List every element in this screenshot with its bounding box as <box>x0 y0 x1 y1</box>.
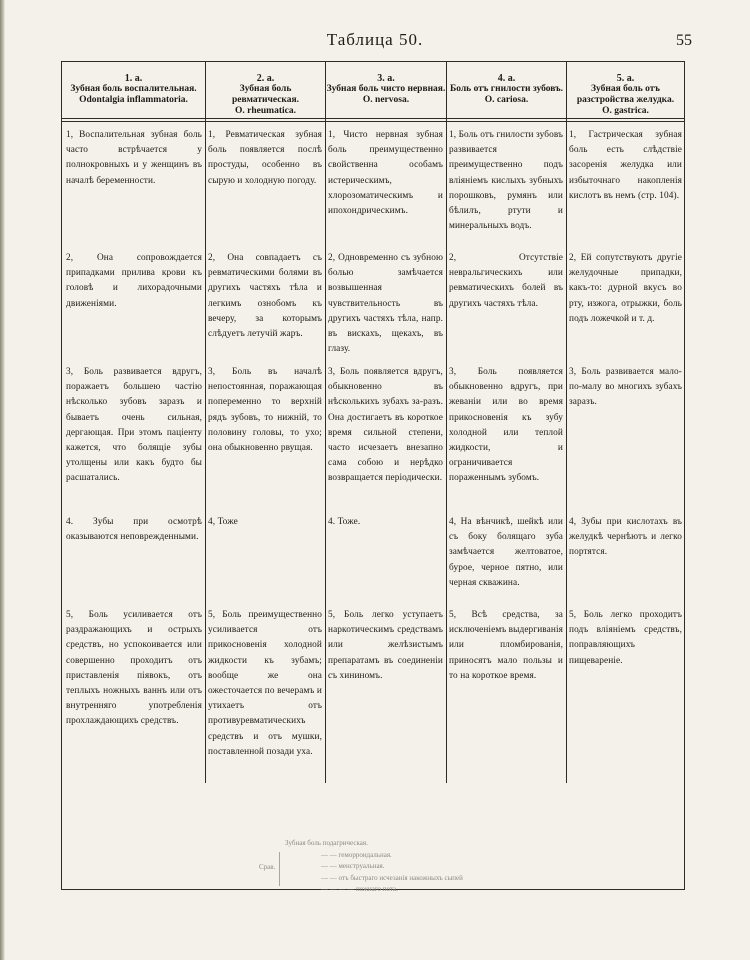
column-separator <box>205 61 206 783</box>
table-cell: 1, Ревматическая зубная боль появляется послѣ простуды, особенно въ сырую и холодную погоду. <box>208 130 322 186</box>
column-header-1 <box>62 73 205 106</box>
column-number: 1. а. <box>124 73 143 84</box>
column-header-2 <box>206 73 325 117</box>
column-number: 2. а. <box>256 73 275 84</box>
table-cell: 5, Боль преимущественно усиливается отъ прикосновенія холодной жидкости къ зубамъ; вообще же она ожесточается по вечерамъ и утихаетъ отъ противуревматическихъ средствъ и отъ мушки, поставленной позади уха. <box>208 610 322 757</box>
table-cell: 3, Боль появляется вдругъ, обыкновенно въ нѣсколькихъ зубахъ за-разъ. Она достигаетъ въ короткое время сильной степени, часто исчезаетъ внезапно сама собою и нерѣдко возвращается періодически. <box>328 367 443 484</box>
column-latin: O. gastrica. <box>602 106 649 116</box>
table-cell: 3, Боль появляется обыкновенно вдругъ, при жеваніи или во время прикосновенія къ зубу холодной или теплой жидкости, и ограничивается пораженнымъ зубомъ. <box>449 367 563 484</box>
column-number: 4. а. <box>497 73 516 84</box>
footnote-label: Срав. <box>259 863 276 871</box>
table-cell: 2, Ей сопутствуютъ другіе желудочные припадки, какъ-то: дурной вкусъ во рту, изжога, отрыжки, боль подъ ложечкой и т. д. <box>569 253 682 324</box>
table-cell: 5, Боль легко уступаетъ наркотическимъ средствамъ или желѣзистымъ препаратамъ въ соединеніи съ хининомъ. <box>328 610 443 681</box>
footnote-line: — — геморроидальная. <box>321 850 392 859</box>
column-latin: O. nervosa. <box>362 95 410 105</box>
footnote-brace <box>279 852 284 886</box>
column-name: Зубная боль чисто нервная. <box>326 84 446 94</box>
footnote-line: — — менструальная. <box>321 862 385 870</box>
column-latin: Odontalgia inflammatoria. <box>79 95 188 105</box>
column-latin: O. rheumatica. <box>235 106 296 116</box>
column-name: Зубная боль ревматическая. <box>231 84 300 105</box>
table-cell: 4, Зубы при кислотахъ въ желудкѣ чернѣютъ и легко портятся. <box>569 517 682 558</box>
column-separator <box>446 61 447 783</box>
header-rule-double <box>61 121 685 122</box>
table-cell: 3, Боль развивается вдругъ, поражаетъ большею частію нѣсколько зубовъ заразъ и бываетъ очень сильная, дергающая. При этомъ паціенту кажется, что болящіе зубы утолщены или какъ будто бы расшатались. <box>66 367 202 484</box>
table-cell: 4. Тоже. <box>328 517 361 527</box>
table-cell: 2, Отсутствіе невральгическихъ или ревматическихъ болей въ другихъ частяхъ тѣла. <box>449 253 563 309</box>
column-name: Зубная боль отъ разстройства желудка. <box>576 84 675 105</box>
table-cell: 1, Боль отъ гнилости зубовъ развивается преимущественно подъ вліяніемъ кислыхъ зубныхъ порошковъ, румянъ или бѣлилъ, ртути и минеральныхъ водъ. <box>449 130 563 232</box>
table-cell: 2, Одновременно съ зубною болью замѣчается возвышенная чувствительность въ другихъ частяхъ тѣла, напр. въ вискахъ, щекахъ, въ глазу. <box>328 253 443 355</box>
table-cell: 5, Боль усиливается отъ раздражающихъ и острыхъ средствъ, но успокоивается или совершенно проходитъ отъ приставленія піявокъ, отъ теплыхъ ножныхъ ваннъ или отъ внутренняго употребленія прохлаждающихъ средствъ. <box>66 610 202 727</box>
column-header-4 <box>447 73 566 106</box>
footnote-line: — — отъ быстраго исчезанія накожныхъ сыпей <box>321 873 463 882</box>
table-cell: 1, Чисто нервная зубная боль преимущественно свойственна особамъ истерическимъ, хлорозоматическимъ и ипохондрическимъ. <box>328 130 443 217</box>
footnote-line: Зубная боль подагрическая. <box>285 839 368 847</box>
table-cell: 3, Боль развивается мало-по-малу во многихъ зубахъ заразъ. <box>569 367 682 408</box>
table-cell: 1, Воспалительная зубная боль часто встрѣчается у полнокровныхъ и у женщинъ въ началѣ беременности. <box>66 130 202 186</box>
table-cell: 5, Всѣ средства, за исключеніемъ выдергиванія или пломбированія, приносятъ мало пользы и то на короткое время. <box>449 610 564 681</box>
column-separator <box>566 61 567 783</box>
column-name: Зубная боль воспалительная. <box>70 84 197 94</box>
column-separator <box>325 61 326 783</box>
column-header-3 <box>326 73 446 106</box>
footnote-line: — — — — пожнаго пота. <box>321 885 398 893</box>
footnote <box>259 838 525 896</box>
table-cell: 2, Она совпадаетъ съ ревматическими болями въ другихъ частяхъ тѣла и легкимъ ознобомъ къ вечеру, за которымъ слѣдуетъ летучій жаръ. <box>208 253 322 340</box>
column-latin: O. cariosa. <box>484 95 529 105</box>
column-name: Боль отъ гнилости зубовъ. <box>449 84 564 94</box>
column-header-5 <box>567 73 684 117</box>
column-number: 3. а. <box>377 73 395 84</box>
book-spine-edge <box>0 0 5 960</box>
table-cell: 3, Боль въ началѣ непостоянная, поражающая попеременно то верхній рядъ зубовъ, то нижній, то половину головы, то ухо; она обыкновенно рвущая. <box>208 367 322 454</box>
page-number: 55 <box>676 32 692 49</box>
page-title: Таблица 50. <box>326 30 424 49</box>
table-cell: 2, Она сопровождается припадками прилива крови къ головѣ и лихорадочными движеніями. <box>66 253 202 309</box>
column-number: 5. а. <box>616 73 635 84</box>
header-rule <box>61 118 685 119</box>
table-cell: 4, На вѣнчикѣ, шейкѣ или съ боку болящаго зуба замѣчается желтоватое, бурое, черное пятно, или черная скважина. <box>449 517 563 588</box>
table-cell: 4. Зубы при осмотрѣ оказываются неповрежденными. <box>66 517 202 543</box>
table-cell: 4, Тоже <box>208 517 238 527</box>
table-cell: 1, Гастрическая зубная боль есть слѣдствіе засоренія желудка или избыточнаго накопленія кислотъ въ немъ (стр. 104). <box>569 130 682 201</box>
table-cell: 5, Боль легко проходитъ подъ вліяніемъ средствъ, поправляющихъ пищевареніе. <box>569 610 682 666</box>
